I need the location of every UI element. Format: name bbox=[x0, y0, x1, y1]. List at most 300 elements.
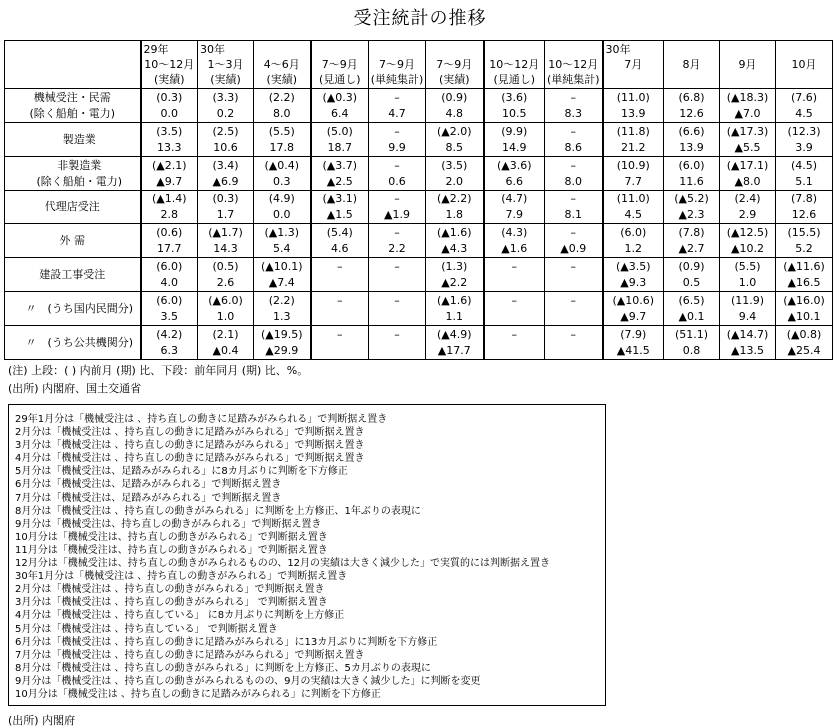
value-yoy: 9.9 bbox=[388, 140, 406, 154]
value-mom: (1.3) bbox=[441, 259, 468, 273]
value-mom: – bbox=[570, 158, 576, 172]
value-yoy: ▲10.1 bbox=[787, 309, 821, 323]
assessment-item: 7月分は「機械受注は 、持ち直しの動きに足踏みがみられる」で判断据え置き bbox=[15, 649, 365, 661]
assessment-item: 4月分は「機械受注は 、持ち直している」 に8カ月ぶりに判断を上方修正 bbox=[15, 610, 345, 622]
value-cell bbox=[720, 157, 776, 191]
value-cell bbox=[311, 292, 369, 326]
value-yoy: 10.6 bbox=[213, 140, 238, 154]
value-yoy: 1.2 bbox=[624, 241, 642, 255]
value-cell bbox=[484, 157, 545, 191]
value-cell bbox=[369, 258, 426, 292]
row-label bbox=[5, 224, 141, 258]
row-label bbox=[5, 292, 141, 326]
assessment-history-box bbox=[8, 404, 606, 706]
value-yoy: 8.0 bbox=[564, 174, 582, 188]
value-mom: (▲6.0) bbox=[208, 293, 243, 307]
value-yoy: ▲7.0 bbox=[734, 106, 761, 120]
value-cell bbox=[311, 89, 369, 123]
value-cell bbox=[484, 292, 545, 326]
column-type: (実績) bbox=[153, 73, 185, 86]
value-mom: (5.0) bbox=[326, 124, 353, 138]
value-yoy: 6.6 bbox=[505, 174, 523, 188]
value-yoy: 4.8 bbox=[445, 106, 463, 120]
table-row bbox=[5, 123, 833, 157]
value-yoy: 13.9 bbox=[621, 106, 646, 120]
value-cell bbox=[664, 191, 720, 224]
value-cell bbox=[426, 258, 484, 292]
value-mom: (▲10.6) bbox=[612, 293, 655, 307]
value-yoy: 1.3 bbox=[273, 309, 291, 323]
value-cell bbox=[369, 89, 426, 123]
row-label bbox=[5, 326, 141, 360]
value-mom: (▲1.7) bbox=[208, 225, 243, 239]
assessment-item: 30年1月分は「機械受注は 、持ち直しの動きがみられる」で判断据え置き bbox=[15, 571, 348, 583]
column-year bbox=[485, 42, 545, 57]
value-mom: (3.5) bbox=[156, 124, 183, 138]
value-mom: (3.4) bbox=[212, 158, 239, 172]
row-label-main: 機械受注・民需 bbox=[33, 90, 111, 104]
value-mom: (11.0) bbox=[616, 192, 650, 205]
value-mom: (0.3) bbox=[156, 90, 183, 104]
value-mom: (▲3.6) bbox=[496, 158, 532, 172]
value-mom: (7.8) bbox=[790, 192, 818, 205]
value-cell bbox=[664, 224, 720, 258]
value-mom: – bbox=[570, 327, 576, 341]
row-label bbox=[5, 157, 141, 191]
value-cell bbox=[311, 326, 369, 360]
value-cell bbox=[311, 191, 369, 224]
value-yoy: 6.3 bbox=[160, 343, 178, 357]
row-label-main: 外 需 bbox=[59, 233, 85, 247]
assessment-item: 10月分は「機械受注は 、持ち直しの動きに足踏みがみられる」に判断を下方修正 bbox=[15, 688, 381, 700]
column-year: 30年 bbox=[200, 43, 225, 56]
value-cell bbox=[545, 326, 603, 360]
value-mom: (▲3.5) bbox=[615, 259, 651, 273]
value-mom: (2.2) bbox=[268, 90, 295, 104]
value-mom: – bbox=[394, 192, 400, 205]
value-mom: – bbox=[337, 327, 343, 341]
assessment-item: 8月分は「機械受注は 、持ち直しの動きがみられる」に判断を上方修正、1年ぶりの表現に bbox=[15, 505, 421, 517]
value-cell bbox=[484, 89, 545, 123]
value-mom: (▲19.5) bbox=[260, 327, 303, 341]
table-body bbox=[5, 89, 833, 360]
value-yoy bbox=[369, 343, 425, 359]
column-header bbox=[311, 41, 369, 89]
value-mom: – bbox=[394, 225, 400, 239]
value-yoy bbox=[485, 343, 545, 359]
value-yoy: 0.0 bbox=[160, 106, 178, 120]
value-cell bbox=[426, 292, 484, 326]
assessment-item: 5月分は「機械受注は、足踏みがみられる」に8カ月ぶりに判断を下方修正 bbox=[15, 466, 348, 478]
row-label-main: 製造業 bbox=[62, 132, 96, 146]
value-mom: – bbox=[394, 259, 400, 273]
value-yoy: 11.6 bbox=[679, 174, 704, 188]
assessment-item: 8月分は「機械受注は 、持ち直しの動きがみられる」に判断を上方修正、5カ月ぶりの表現に bbox=[15, 662, 431, 674]
value-yoy: 3.5 bbox=[160, 309, 178, 323]
value-mom: (3.6) bbox=[501, 90, 528, 104]
value-cell bbox=[720, 326, 776, 360]
page-title: 受注統計の推移 bbox=[353, 8, 487, 29]
value-mom: (6.0) bbox=[156, 259, 183, 273]
value-yoy: 13.9 bbox=[679, 140, 704, 154]
value-cell bbox=[198, 326, 254, 360]
value-yoy: ▲10.2 bbox=[731, 241, 764, 255]
value-cell bbox=[141, 258, 198, 292]
value-yoy: 1.0 bbox=[216, 309, 235, 323]
value-mom: (6.6) bbox=[678, 124, 705, 138]
value-mom: (▲11.6) bbox=[783, 259, 825, 273]
value-mom: (10.9) bbox=[616, 158, 650, 172]
value-yoy: 5.4 bbox=[273, 241, 291, 255]
value-yoy: ▲0.9 bbox=[560, 241, 587, 255]
value-cell bbox=[426, 191, 484, 224]
row-label bbox=[5, 123, 141, 157]
value-yoy: 14.9 bbox=[502, 140, 527, 154]
assessment-item: 11月分は「機械受注は、持ち直しの動きがみられる」で判断据え置き bbox=[15, 544, 328, 556]
value-mom: (6.5) bbox=[678, 293, 705, 307]
column-year bbox=[312, 42, 369, 57]
value-yoy: ▲8.0 bbox=[734, 174, 761, 188]
value-yoy bbox=[369, 309, 425, 325]
value-cell bbox=[720, 191, 776, 224]
value-cell bbox=[141, 89, 198, 123]
value-cell bbox=[545, 89, 603, 123]
value-mom: (7.8) bbox=[678, 225, 705, 239]
value-mom: (▲1.3) bbox=[264, 225, 300, 239]
column-type: (単純集計) bbox=[546, 73, 600, 86]
value-cell bbox=[484, 123, 545, 157]
value-cell bbox=[603, 123, 664, 157]
value-cell bbox=[254, 191, 311, 224]
value-cell bbox=[254, 157, 311, 191]
value-cell bbox=[545, 157, 603, 191]
value-cell bbox=[141, 326, 198, 360]
value-yoy: ▲16.5 bbox=[787, 275, 821, 289]
assessment-item: 12月分は「機械受注は、持ち直しの動きがみられるものの、12月の実績は大きく減少した」で実質的には判断据え置き bbox=[15, 558, 551, 570]
value-yoy: 0.2 bbox=[216, 106, 235, 120]
value-mom: (3.5) bbox=[441, 158, 468, 172]
value-cell bbox=[664, 292, 720, 326]
value-mom: (▲1.6) bbox=[436, 293, 472, 307]
value-cell bbox=[198, 89, 254, 123]
value-yoy: 10.5 bbox=[502, 106, 527, 120]
value-mom: (▲14.7) bbox=[726, 327, 769, 341]
value-cell bbox=[254, 258, 311, 292]
value-cell bbox=[545, 224, 603, 258]
value-yoy bbox=[545, 275, 602, 291]
value-mom: (0.5) bbox=[212, 259, 239, 273]
table-row bbox=[5, 258, 833, 292]
value-yoy: ▲7.4 bbox=[268, 275, 295, 289]
value-mom: (6.0) bbox=[620, 225, 647, 239]
value-yoy: 17.7 bbox=[157, 241, 182, 255]
column-period: 10～12月 bbox=[548, 58, 599, 71]
assessment-item: 6月分は「機械受注は 、持ち直しの動きに足踏みがみられる」に13カ月ぶりに判断を下方修正 bbox=[15, 636, 438, 648]
value-cell bbox=[776, 157, 833, 191]
value-mom: (4.7) bbox=[501, 192, 528, 205]
value-yoy: 8.0 bbox=[273, 106, 291, 120]
value-mom: (4.3) bbox=[501, 225, 528, 239]
value-cell bbox=[720, 89, 776, 123]
value-cell bbox=[484, 224, 545, 258]
value-cell bbox=[603, 258, 664, 292]
value-mom: (0.9) bbox=[678, 259, 705, 273]
value-yoy: ▲1.6 bbox=[501, 241, 528, 255]
value-yoy: 5.1 bbox=[795, 174, 813, 188]
table-row bbox=[5, 89, 833, 123]
column-period: 9月 bbox=[738, 58, 757, 71]
column-year: 29年 bbox=[143, 43, 169, 56]
value-yoy: ▲9.7 bbox=[156, 174, 183, 188]
value-mom: (2.1) bbox=[212, 327, 239, 341]
value-yoy: 13.3 bbox=[157, 140, 182, 154]
value-mom: (6.0) bbox=[678, 158, 705, 172]
value-mom: – bbox=[394, 124, 400, 138]
value-mom: – bbox=[394, 158, 400, 172]
value-mom: (5.5) bbox=[268, 124, 295, 138]
value-cell bbox=[311, 224, 369, 258]
column-period: 7月 bbox=[624, 57, 643, 71]
value-yoy: ▲9.7 bbox=[620, 309, 647, 323]
value-cell bbox=[426, 224, 484, 258]
value-yoy: 4.7 bbox=[388, 106, 406, 120]
column-period: 10～12月 bbox=[489, 58, 540, 71]
value-cell bbox=[776, 292, 833, 326]
table-row bbox=[5, 157, 833, 191]
value-mom: (11.9) bbox=[730, 293, 765, 307]
value-yoy: 5.2 bbox=[795, 241, 813, 255]
value-yoy: 2.9 bbox=[738, 208, 757, 221]
value-mom: (51.1) bbox=[674, 327, 709, 341]
column-header bbox=[603, 41, 664, 89]
value-cell bbox=[776, 123, 833, 157]
value-yoy: ▲17.7 bbox=[437, 343, 471, 357]
value-cell bbox=[369, 326, 426, 360]
column-period: 7～9月 bbox=[321, 58, 358, 71]
value-cell bbox=[603, 326, 664, 360]
value-cell bbox=[545, 191, 603, 224]
value-cell bbox=[776, 191, 833, 224]
value-mom: (5.5) bbox=[734, 259, 761, 273]
row-label-sub: (除く船舶・電力) bbox=[36, 174, 123, 188]
row-label-main: 非製造業 bbox=[57, 158, 102, 172]
assessment-item: 29年1月分は「機械受注は 、持ち直しの動きに足踏みがみられる」で判断据え置き bbox=[15, 414, 388, 425]
value-yoy: ▲41.5 bbox=[616, 343, 650, 357]
value-cell bbox=[254, 89, 311, 123]
value-mom: (0.3) bbox=[212, 192, 239, 205]
table-row bbox=[5, 224, 833, 258]
value-yoy: ▲1.9 bbox=[384, 208, 410, 221]
value-cell bbox=[254, 123, 311, 157]
value-cell bbox=[198, 224, 254, 258]
column-period: 7～9月 bbox=[379, 58, 415, 71]
value-mom: – bbox=[337, 259, 343, 273]
value-mom: (▲1.6) bbox=[436, 225, 472, 239]
value-cell bbox=[254, 292, 311, 326]
table-row bbox=[5, 326, 833, 360]
value-yoy: 21.2 bbox=[621, 140, 646, 154]
column-header bbox=[664, 41, 720, 89]
value-yoy: 4.0 bbox=[160, 275, 178, 289]
value-mom: (▲2.2) bbox=[436, 192, 472, 205]
value-cell bbox=[484, 191, 545, 224]
value-yoy: ▲2.3 bbox=[678, 208, 705, 221]
column-header bbox=[254, 41, 311, 89]
value-cell bbox=[664, 157, 720, 191]
value-mom: (▲10.1) bbox=[260, 259, 303, 273]
column-period: 10月 bbox=[791, 58, 817, 71]
value-cell bbox=[426, 157, 484, 191]
value-mom: – bbox=[570, 192, 576, 205]
column-year bbox=[545, 42, 602, 57]
table-source: (出所) 内閣府、国土交通省 bbox=[8, 382, 142, 395]
value-cell bbox=[141, 157, 198, 191]
value-yoy: 8.6 bbox=[564, 140, 582, 154]
value-mom: (7.9) bbox=[620, 327, 647, 341]
value-yoy: ▲9.3 bbox=[620, 275, 647, 289]
value-cell bbox=[426, 326, 484, 360]
value-cell bbox=[603, 191, 664, 224]
assessment-item: 9月分は「機械受注は 、持ち直しの動きがみられるものの、9月の実績は大きく減少した」に判断を変更 bbox=[15, 675, 481, 687]
column-type: (見通し) bbox=[318, 73, 361, 86]
value-yoy: 8.3 bbox=[564, 106, 582, 120]
assessment-item: 3月分は「機械受注は 、持ち直しの動きに足踏みがみられる」で判断据え置き bbox=[15, 440, 365, 452]
value-yoy: 2.2 bbox=[388, 241, 406, 255]
assessment-item: 3月分は「機械受注は 、持ち直しの動きがみられる」 で判断据え置き bbox=[15, 597, 328, 609]
value-yoy: ▲1.5 bbox=[326, 208, 353, 221]
value-yoy: 7.7 bbox=[624, 174, 642, 188]
value-cell bbox=[369, 292, 426, 326]
value-yoy: ▲2.5 bbox=[326, 174, 353, 188]
order-statistics-table bbox=[4, 40, 833, 360]
value-yoy: ▲4.3 bbox=[441, 241, 468, 255]
value-mom: (▲16.0) bbox=[783, 293, 825, 307]
value-mom: (11.8) bbox=[616, 124, 650, 138]
assessment-item: 4月分は「機械受注は 、持ち直しの動きに足踏みがみられる」で判断据え置き bbox=[15, 453, 365, 465]
value-yoy: 4.6 bbox=[331, 241, 349, 255]
column-period: 1～3月 bbox=[207, 58, 244, 71]
value-mom: – bbox=[394, 293, 400, 307]
value-mom: (▲0.8) bbox=[786, 327, 822, 341]
value-cell bbox=[141, 123, 198, 157]
value-mom: – bbox=[394, 90, 400, 104]
value-cell bbox=[776, 224, 833, 258]
value-cell bbox=[484, 258, 545, 292]
column-type: (実績) bbox=[210, 73, 241, 86]
row-label bbox=[5, 191, 141, 224]
column-period: 10～12月 bbox=[144, 58, 195, 71]
value-cell bbox=[198, 157, 254, 191]
value-yoy: ▲5.5 bbox=[734, 140, 761, 154]
value-cell bbox=[720, 224, 776, 258]
value-cell bbox=[776, 326, 833, 360]
assessment-item: 10月分は「機械受注は、持ち直しの動きがみられる」で判断据え置き bbox=[15, 531, 328, 543]
value-cell bbox=[198, 123, 254, 157]
value-yoy bbox=[312, 309, 369, 325]
value-yoy: 1.7 bbox=[216, 208, 235, 221]
column-header bbox=[198, 41, 254, 89]
value-cell bbox=[141, 292, 198, 326]
value-mom: (4.5) bbox=[790, 158, 818, 172]
value-yoy: ▲6.9 bbox=[212, 174, 239, 188]
value-mom: – bbox=[511, 293, 517, 307]
value-yoy: 1.1 bbox=[445, 309, 463, 323]
value-yoy: 8.1 bbox=[564, 208, 582, 221]
value-mom: – bbox=[570, 90, 576, 104]
value-yoy: 4.5 bbox=[624, 208, 642, 221]
value-mom: – bbox=[570, 293, 576, 307]
column-year: 30年 bbox=[605, 42, 631, 56]
value-yoy bbox=[312, 275, 369, 291]
column-period: 4～6月 bbox=[263, 58, 300, 71]
value-cell bbox=[141, 224, 198, 258]
assessment-item: 6月分は「機械受注は、足踏みがみられる」で判断据え置き bbox=[15, 479, 282, 491]
value-cell bbox=[369, 157, 426, 191]
value-yoy bbox=[545, 309, 602, 325]
value-cell bbox=[664, 326, 720, 360]
value-mom: (2.2) bbox=[268, 293, 295, 307]
value-yoy: 4.5 bbox=[795, 106, 813, 120]
row-label-main: 〃 (うち公共機関分) bbox=[25, 335, 134, 349]
row-label bbox=[5, 89, 141, 123]
value-cell bbox=[545, 258, 603, 292]
value-cell bbox=[720, 258, 776, 292]
value-mom: – bbox=[394, 327, 400, 341]
value-yoy: 0.6 bbox=[388, 174, 406, 188]
value-cell bbox=[254, 326, 311, 360]
value-yoy: ▲2.7 bbox=[678, 241, 705, 255]
value-yoy: 1.8 bbox=[445, 208, 463, 221]
value-yoy: 0.8 bbox=[682, 343, 701, 357]
value-yoy bbox=[369, 275, 425, 291]
value-mom: – bbox=[570, 124, 576, 138]
value-mom: (6.8) bbox=[678, 90, 705, 104]
value-yoy: 2.0 bbox=[445, 174, 463, 188]
value-cell bbox=[484, 326, 545, 360]
value-yoy: 8.5 bbox=[445, 140, 463, 154]
value-cell bbox=[254, 224, 311, 258]
value-mom: (▲17.3) bbox=[726, 124, 769, 138]
assessment-item: 9月分は「機械受注は、持ち直しの動きがみられる」で判断据え置き bbox=[15, 518, 322, 530]
table-note: (注) 上段：( ) 内前月 (期) 比、下段：前年同月 (期) 比、%。 bbox=[8, 364, 309, 377]
value-mom: (9.9) bbox=[501, 124, 528, 138]
value-mom: (▲3.1) bbox=[322, 192, 358, 205]
value-yoy: 18.7 bbox=[327, 140, 352, 154]
value-mom: – bbox=[570, 225, 576, 239]
column-year bbox=[369, 42, 425, 57]
value-yoy: ▲0.4 bbox=[212, 343, 239, 357]
value-mom: (4.9) bbox=[268, 192, 295, 205]
value-mom: (▲17.1) bbox=[726, 158, 769, 172]
value-yoy: 12.6 bbox=[791, 208, 817, 221]
value-cell bbox=[664, 89, 720, 123]
column-header bbox=[545, 41, 603, 89]
column-period: 7～9月 bbox=[436, 58, 473, 71]
value-cell bbox=[311, 157, 369, 191]
value-yoy: ▲2.2 bbox=[441, 275, 468, 289]
value-cell bbox=[198, 292, 254, 326]
column-type: (実績) bbox=[438, 73, 470, 86]
value-yoy: ▲25.4 bbox=[787, 343, 821, 357]
value-mom: (4.2) bbox=[156, 327, 183, 341]
value-cell bbox=[369, 224, 426, 258]
value-yoy: 1.0 bbox=[738, 275, 757, 289]
value-cell bbox=[369, 191, 426, 224]
value-cell bbox=[603, 224, 664, 258]
value-yoy: 0.3 bbox=[273, 174, 291, 188]
table-row bbox=[5, 292, 833, 326]
value-mom: (6.0) bbox=[156, 293, 183, 307]
